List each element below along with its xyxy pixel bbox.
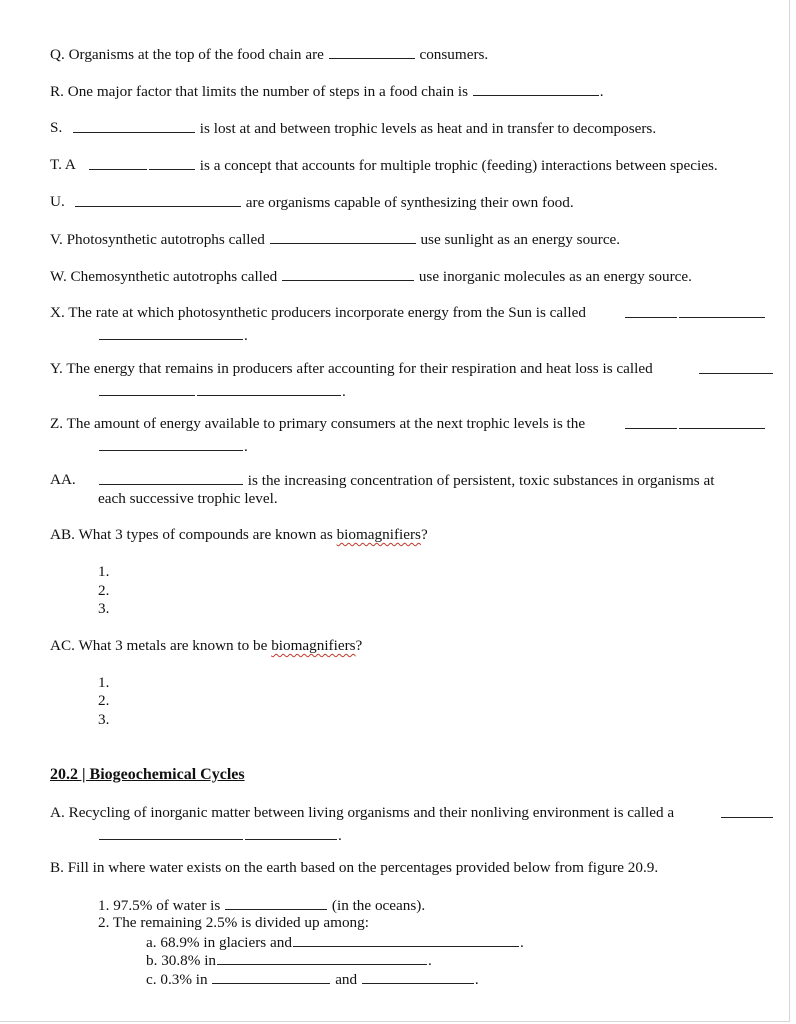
blank-y-3[interactable] [197, 382, 341, 396]
b-sub-c: c. 0.3% in and . [146, 971, 479, 988]
section-a-blank-end [720, 804, 774, 823]
blank-b-sub-c-1[interactable] [212, 970, 330, 984]
ac-item-2: 2. [98, 692, 110, 709]
question-q: Q. Organisms at the top of the food chain are consumers. [50, 46, 489, 63]
blank-z-1[interactable] [625, 415, 677, 429]
question-s: S. [50, 119, 63, 136]
section-question-b: B. Fill in where water exists on the earth based on the percentages provided below from figure 20.9. [50, 859, 659, 876]
blank-s[interactable] [73, 119, 195, 133]
blank-r[interactable] [473, 82, 599, 96]
question-z-cont: . [98, 437, 248, 456]
blank-sa-2[interactable] [99, 826, 243, 840]
blank-w[interactable] [282, 267, 414, 281]
question-aa-cont: each successive trophic level. [98, 490, 278, 507]
question-y-blanks [698, 360, 774, 379]
question-y: Y. The energy that remains in producers after accounting for their respiration and heat loss is called [50, 360, 653, 377]
question-w: W. Chemosynthetic autotrophs called use inorganic molecules as an energy source. [50, 268, 692, 285]
question-y-cont: . [98, 382, 346, 401]
blank-sa-3[interactable] [245, 826, 337, 840]
question-ac: AC. What 3 metals are known to be biomagnifiers? [50, 637, 363, 654]
b-sub-b: b. 30.8% in . [146, 952, 432, 969]
question-u: U. [50, 193, 65, 210]
blank-x-2[interactable] [679, 304, 765, 318]
blank-b1[interactable] [225, 896, 327, 910]
blank-b-sub-c-2[interactable] [362, 970, 474, 984]
blank-z-3[interactable] [99, 437, 243, 451]
question-z-blanks [624, 415, 766, 434]
question-ab: AB. What 3 types of compounds are known as biomagnifiers? [50, 526, 428, 543]
blank-t-2[interactable] [149, 156, 195, 170]
section-a-cont: . [98, 826, 342, 845]
question-z: Z. The amount of energy available to primary consumers at the next trophic levels is the [50, 415, 586, 432]
blank-t-1[interactable] [89, 156, 147, 170]
question-x-cont: . [98, 326, 248, 345]
b-sub-a: a. 68.9% in glaciers and . [146, 934, 524, 951]
blank-u[interactable] [75, 193, 241, 207]
ac-item-3: 3. [98, 711, 110, 728]
blank-v[interactable] [270, 230, 416, 244]
question-r: R. One major factor that limits the number of steps in a food chain is . [50, 83, 604, 100]
question-t: T. A [50, 156, 76, 173]
blank-x-1[interactable] [625, 304, 677, 318]
question-s-body: is lost at and between trophic levels as heat and in transfer to decomposers. [72, 119, 656, 138]
blank-y-2[interactable] [99, 382, 195, 396]
b-item-1: 1. 97.5% of water is (in the oceans). [98, 897, 426, 914]
b-item-2: 2. The remaining 2.5% is divided up among: [98, 914, 369, 931]
question-x: X. The rate at which photosynthetic producers incorporate energy from the Sun is called [50, 304, 586, 321]
ab-item-3: 3. [98, 600, 110, 617]
blank-q[interactable] [329, 45, 415, 59]
question-aa: AA. [50, 471, 76, 488]
question-t-body: is a concept that accounts for multiple trophic (feeding) interactions between species. [88, 156, 718, 175]
question-v: V. Photosynthetic autotrophs called use sunlight as an energy source. [50, 231, 621, 248]
question-x-blanks [624, 304, 766, 323]
ac-item-1: 1. [98, 674, 110, 691]
section-heading: 20.2 | Biogeochemical Cycles [50, 766, 245, 783]
blank-b-sub-a[interactable] [293, 933, 519, 947]
question-u-body: are organisms capable of synthesizing their own food. [74, 193, 574, 212]
ab-item-2: 2. [98, 582, 110, 599]
ab-item-1: 1. [98, 563, 110, 580]
blank-aa[interactable] [99, 471, 243, 485]
blank-sa-1[interactable] [721, 804, 773, 818]
blank-z-2[interactable] [679, 415, 765, 429]
blank-y-1[interactable] [699, 360, 773, 374]
blank-x-3[interactable] [99, 326, 243, 340]
question-aa-body: is the increasing concentration of persistent, toxic substances in organisms at [98, 471, 714, 490]
blank-b-sub-b[interactable] [217, 951, 427, 965]
section-question-a: A. Recycling of inorganic matter between living organisms and their nonliving environment is called a [50, 804, 675, 821]
